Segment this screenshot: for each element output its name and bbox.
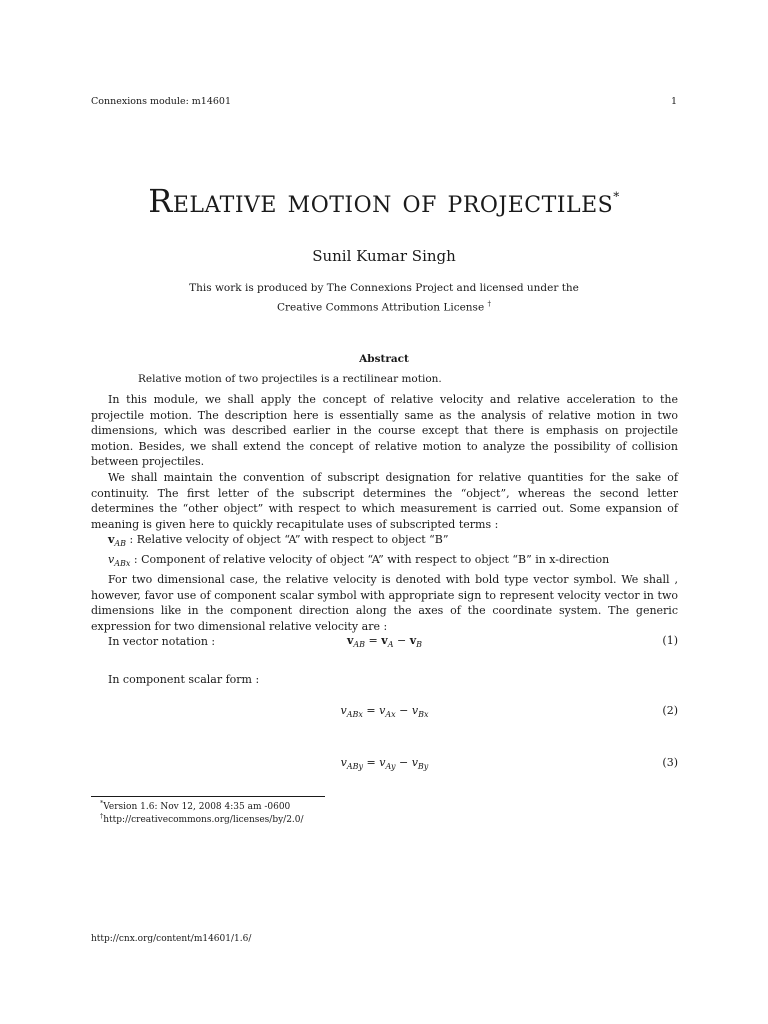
footnote-divider: [91, 796, 325, 797]
body-text: [91, 392, 678, 650]
footnote-version: *Version 1.6: Nov 12, 2008 4:35 am -0600: [100, 799, 291, 812]
page-number: 1: [671, 96, 678, 107]
license-line-2: Creative Commons Attribution License †: [277, 300, 491, 314]
paragraph-vector-notation: In vector notation :: [108, 635, 216, 649]
paragraph-two-dimensional: For two dimensional case, the relative velocity is denoted with bold type vector symbol. We shall , however, favor use of component scalar symbol with appropriate sign to represent velocity vector in two dimensions like in the component direction along the axes of the coordinate system. The generic expression for two dimensional relative velocity are :: [91, 572, 678, 633]
abstract-heading: Abstract: [359, 353, 409, 365]
paragraph-intro: In this module, we shall apply the concept of relative velocity and relative acceleration to the projectile motion. The description here is essentially same as the analysis of relative motion in two dimensions, which was described earlier in the course except that there is emphasis on projectile motion. Besides, we shall extend the concept of relative motion to analyze the possibility of collision between projectiles.: [91, 393, 678, 469]
abstract-text: Relative motion of two projectiles is a rectilinear motion.: [138, 373, 442, 385]
page-title: [0, 182, 768, 220]
equation-3-number: (3): [662, 756, 678, 769]
license-notice: [0, 280, 768, 316]
running-header: Connexions module: m14601: [91, 96, 232, 107]
equation-2-number: (2): [662, 704, 678, 717]
author-name: Sunil Kumar Singh: [312, 247, 456, 265]
definition-vab: $v_{AB}$ : Relative velocity of object “A” with respect to object “B”: [108, 533, 449, 549]
title-footnote-mark: *: [613, 189, 620, 204]
definition-vabx: $v_{ABx}$ : Component of relative velocity of object “A” with respect to object “B” in x-direction: [108, 553, 610, 569]
equation-1-number: (1): [662, 634, 678, 647]
footer-url[interactable]: http://cnx.org/content/m14601/1.6/: [91, 934, 252, 944]
footnote-license-link[interactable]: †http://creativecommons.org/licenses/by/2.0/: [100, 812, 304, 825]
license-footnote-mark: †: [487, 300, 491, 308]
title-text: Relative motion of projectiles: [148, 182, 614, 220]
equation-2-expression: $v_{ABx} = v_{Ax} - v_{Bx}$: [340, 704, 429, 720]
equation-1-expression: $v_{AB} = v_A - v_B$: [347, 634, 422, 650]
paragraph-component-form: In component scalar form :: [108, 673, 260, 686]
equation-3-expression: $v_{ABy} = v_{Ay} - v_{By}$: [340, 756, 429, 772]
body-text-2: [91, 672, 678, 688]
license-line-1: This work is produced by The Connexions Project and licensed under the: [189, 282, 579, 294]
paragraph-convention: We shall maintain the convention of subscript designation for relative quantities for the sake of continuity. The first letter of the subscript determines the “object”, whereas the second letter determines the “other object” with respect to which measurement is carried out. Some expansion of meaning is given here to quickly recapitulate uses of subscripted terms :: [91, 470, 678, 531]
